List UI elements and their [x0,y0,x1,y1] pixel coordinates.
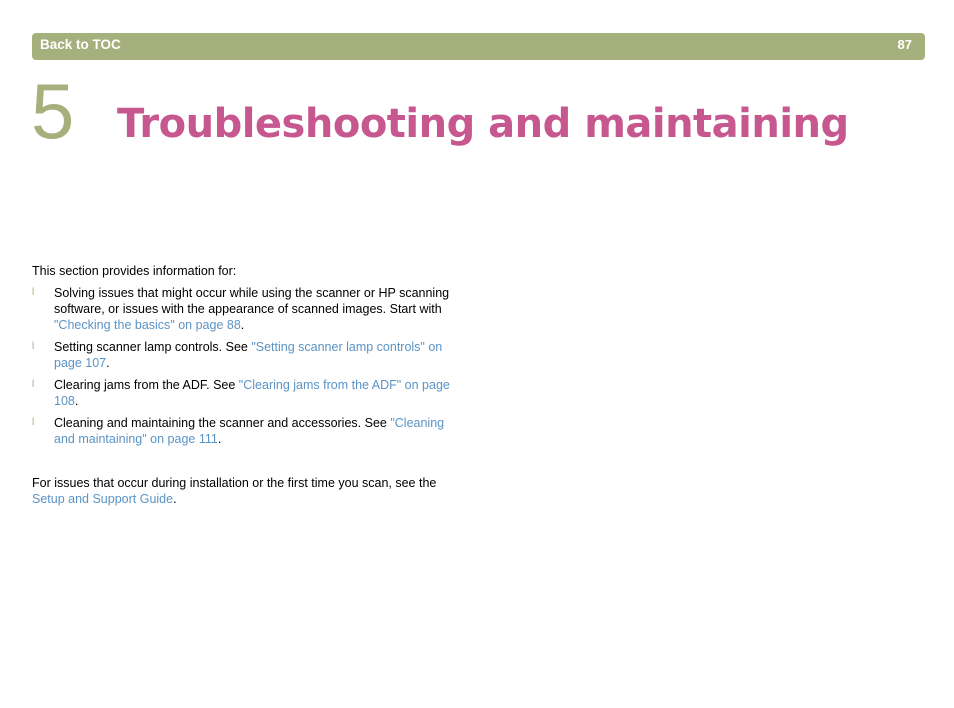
chapter-number: 5 [31,67,75,155]
closing-text-before: For issues that occur during installation or the first time you scan, see the [32,476,437,490]
chapter-title: Troubleshooting and maintaining [117,101,849,147]
link-clearing-jams[interactable]: "Clearing jams from the ADF" on page 108 [54,378,450,408]
link-setup-support-guide[interactable]: Setup and Support Guide [32,492,174,506]
list-item [32,415,452,447]
item-text: Cleaning and maintaining the scanner and accessories. See [54,416,391,430]
bullet-icon: l [32,341,35,352]
item-punct: . [240,318,245,332]
item-punct: . [74,394,79,408]
item-punct: . [217,432,222,446]
closing-text [32,475,452,507]
item-text: Solving issues that might occur while using the scanner or HP scanning software, or issues with the appearance of scanned images. Start with [54,286,450,316]
bullet-icon: l [32,417,35,428]
back-to-toc-link[interactable]: Back to TOC [40,37,121,52]
item-text: Setting scanner lamp controls. See [54,340,252,354]
list-item [32,377,452,409]
page-number: 87 [897,37,912,52]
bullet-icon: l [32,287,35,298]
topic-list [32,285,452,447]
closing-punct: . [173,492,177,506]
list-item [32,285,452,333]
item-text: Clearing jams from the ADF. See [54,378,239,392]
list-item [32,339,452,371]
section-body [32,263,452,507]
item-punct: . [106,356,110,370]
link-lamp-controls[interactable]: "Setting scanner lamp controls" on page 107 [54,340,443,370]
link-cleaning-maintaining[interactable]: "Cleaning and maintaining" on page 111 [54,416,445,446]
link-checking-basics[interactable]: "Checking the basics" on page 88 [54,318,241,332]
intro-text: This section provides information for: [32,264,237,278]
bullet-icon: l [32,379,35,390]
header-bar [32,33,925,60]
